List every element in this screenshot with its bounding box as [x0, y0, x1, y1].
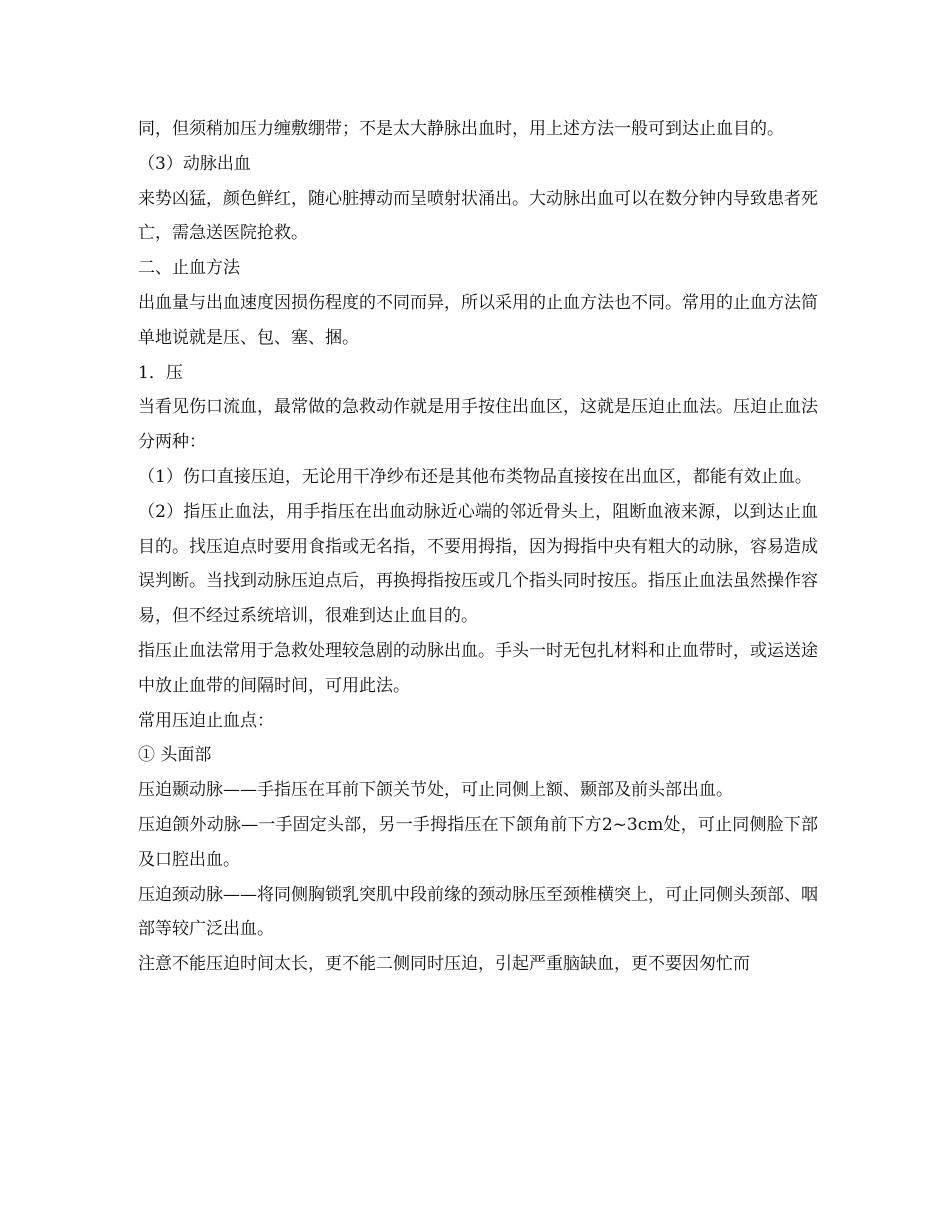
paragraph-finger-pressure: （2）指压止血法，用手指压在出血动脉近心端的邻近骨头上，阻断血液来源，以到达止血目的。找压迫点时要用食指或无名指，不要用拇指，因为拇指中央有粗大的动脉，容易造成误判断。当找到动脉压迫点后，再换拇指按压或几个指头同时按压。指压止血法虽然操作容易，但不经过系统培训，很难到达止血目的。 — [138, 501, 818, 627]
paragraph-compression-intro: 当看见伤口流血，最常做的急救动作就是用手按住出血区，这就是压迫止血法。压迫止血法分两种： — [138, 397, 818, 453]
paragraph-facial-artery: 压迫颌外动脉—一手固定头部，另一手拇指压在下颌角前下方2~3cm处，可止同侧脸下部及口腔出血。 — [138, 814, 818, 870]
paragraph-finger-pressure-usage: 指压止血法常用于急救处理较急剧的动脉出血。手头一时无包扎材料和止血带时，或运送途中放止血带的间隔时间，可用此法。 — [138, 640, 818, 696]
paragraph-direct-compression: （1）伤口直接压迫，无论用干净纱布还是其他布类物品直接按在出血区，都能有效止血。 — [138, 466, 812, 487]
heading-arterial-bleeding: （3）动脉出血 — [138, 153, 251, 174]
document-body — [138, 112, 818, 982]
subheading-head-face: ① 头面部 — [138, 745, 212, 766]
paragraph-caution: 注意不能压迫时间太长，更不能二侧同时压迫，引起严重脑缺血，更不要因匆忙而 — [138, 954, 750, 975]
paragraph-temporal-artery: 压迫颞动脉——手指压在耳前下颌关节处，可止同侧上额、颞部及前头部出血。 — [138, 780, 733, 801]
paragraph-arterial-bleeding: 来势凶猛，颜色鲜红，随心脏搏动而呈喷射状涌出。大动脉出血可以在数分钟内导致患者死亡，需急送医院抢救。 — [138, 188, 818, 244]
subheading-press: 1．压 — [138, 362, 183, 383]
paragraph-pressure-points-title: 常用压迫止血点： — [138, 710, 274, 731]
section-heading-hemostasis-methods: 二、止血方法 — [138, 258, 240, 279]
paragraph-methods-intro: 出血量与出血速度因损伤程度的不同而异，所以采用的止血方法也不同。常用的止血方法简单地说就是压、包、塞、捆。 — [138, 292, 818, 348]
paragraph-carotid-artery: 压迫颈动脉——将同侧胸锁乳突肌中段前缘的颈动脉压至颈椎横突上，可止同侧头颈部、咽部等较广泛出血。 — [138, 884, 818, 940]
paragraph-vein-bleeding-end: 同，但须稍加压力缠敷绷带；不是太大静脉出血时，用上述方法一般可到达止血目的。 — [138, 119, 784, 139]
